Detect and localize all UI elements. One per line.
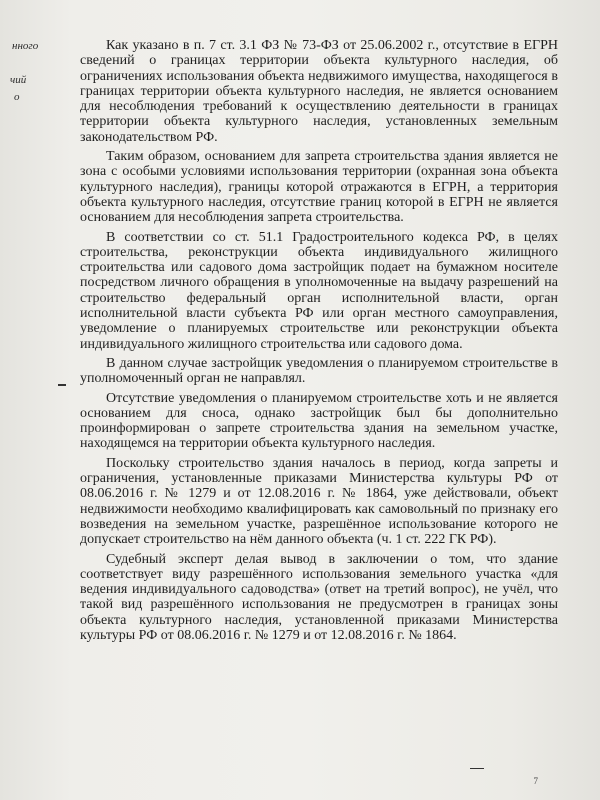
footer-dash: [470, 768, 484, 769]
margin-fragment: о: [14, 91, 20, 103]
paragraph: Таким образом, основанием для запрета строительства здания является не зона с особыми условиями использования территории (охранная зона объекта культурного наследия), границы которой отражаются в ЕГРН, а территория объекта культурного наследия, отсутствие границ которой в ЕГРН не является основанием для несоблюдения запрета строительства.: [80, 149, 558, 226]
paragraph: В данном случае застройщик уведомления о планируемом строительстве в уполномоченный орган не направлял.: [80, 355, 558, 387]
document-body: [80, 38, 558, 643]
paragraph: В соответствии со ст. 51.1 Градостроительного кодекса РФ, в целях строительства, реконструкции объекта индивидуального жилищного строительства или садового дома застройщик подает на бумажном носителе посредством личного обращения в уполномоченные на выдачу разрешений на строительство федеральный орган исполнительной власти, орган исполнительной власти субъекта РФ или орган местного самоуправления, уведомление о планируемых строительстве или реконструкции объекта индивидуального жилищного строительства или садового дома.: [80, 229, 558, 352]
paragraph: Как указано в п. 7 ст. 3.1 ФЗ № 73-ФЗ от 25.06.2002 г., отсутствие в ЕГРН сведений о границах территории объекта культурного наследия, об ограничениях использования объекта недвижимого имущества, находящегося в границах территории объекта культурного наследия, не является основанием для несоблюдения требований к осуществлению деятельности в границах территории объекта культурного наследия, установленных земельным законодательством РФ.: [80, 38, 558, 145]
paragraph: Отсутствие уведомления о планируемом строительстве хоть и не является основанием для сноса, однако застройщик был бы дополнительно проинформирован о запрете строительства здания на земельном участке, находящемся на территории объекта культурного наследия.: [80, 390, 558, 452]
paragraph: Судебный эксперт делая вывод в заключении о том, что здание соответствует виду разрешённого использования земельного участка «для ведения индивидуального садоводства» (ответ на третий вопрос), не учёл, что такой вид разрешённого использования не предусмотрен в границах зоны объекта культурного наследия, установленной приказами Министерства культуры РФ от 08.06.2016 г. № 1279 и от 12.08.2016 г. № 1864.: [80, 551, 558, 643]
margin-fragment: нного: [12, 40, 39, 52]
margin-fragment: чий: [10, 74, 27, 86]
margin-dash: [58, 384, 66, 386]
page-number: 7: [533, 776, 538, 786]
paragraph: Поскольку строительство здания началось в период, когда запреты и ограничения, установленные приказами Министерства культуры РФ от 08.06.2016 г. № 1279 и от 12.08.2016 г. № 1864, уже действовали, объект недвижимости необходимо квалифицировать как самовольный по признаку его возведения на земельном участке, разрешённое использование которого не допускает строительство на нём данного объекта (ч. 1 ст. 222 ГК РФ).: [80, 455, 558, 548]
